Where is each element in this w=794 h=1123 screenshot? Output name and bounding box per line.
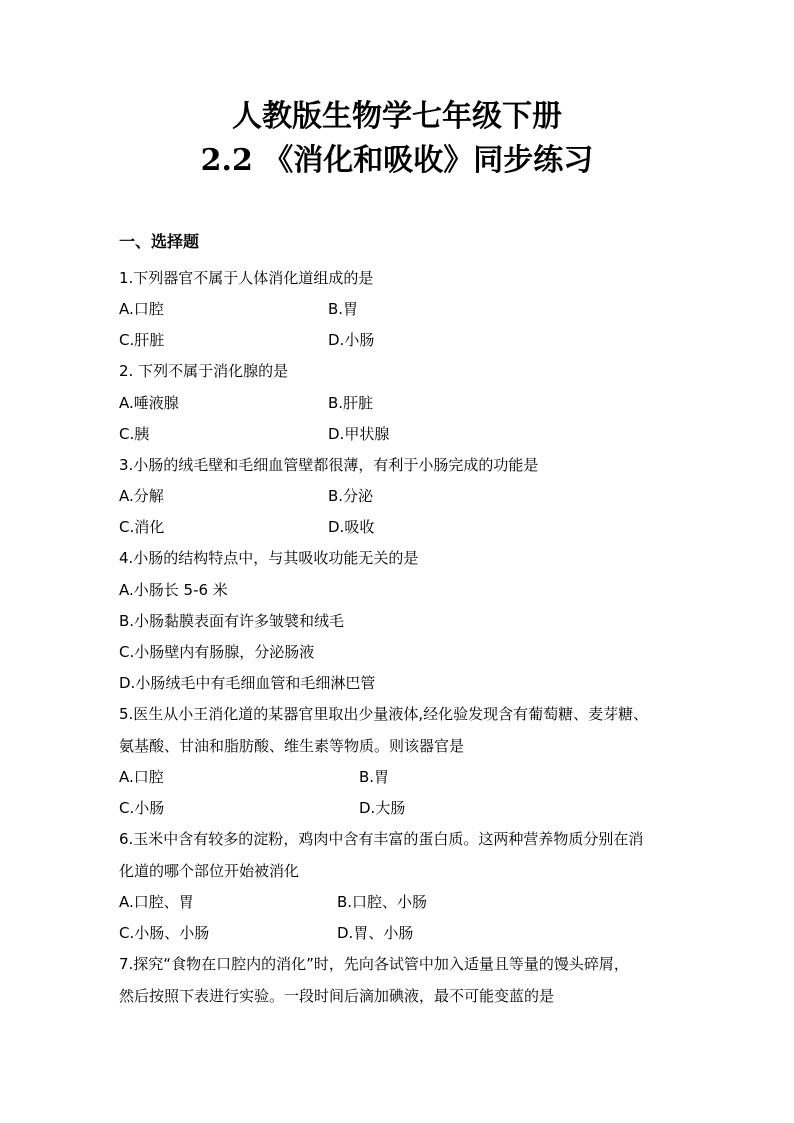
question-7-stem-line1: 7.探究“食物在口腔内的消化”时，先向各试管中加入适量且等量的馒头碎屑， (119, 955, 629, 973)
question-1-option-c: C.肝脏 (119, 331, 165, 349)
document-title-line1: 人教版生物学七年级下册 (232, 99, 562, 134)
question-3-option-d: D.吸收 (328, 518, 375, 536)
question-7-stem-line2: 然后按照下表进行实验。一段时间后滴加碘液，最不可能变蓝的是 (119, 987, 555, 1005)
question-6-option-d: D.胃、小肠 (337, 924, 414, 942)
question-5-option-c: C.小肠 (119, 799, 165, 817)
question-2-stem: 2. 下列不属于消化腺的是 (119, 362, 289, 380)
question-1-option-d: D.小肠 (328, 331, 375, 349)
question-6-stem-line2: 化道的哪个部位开始被消化 (119, 862, 300, 880)
question-5-option-a: A.口腔 (119, 768, 164, 786)
document-title-line2: 2.2 《消化和吸收》同步练习 (200, 143, 594, 178)
question-4-option-c: C.小肠壁内有肠腺，分泌肠液 (119, 643, 315, 661)
question-4-stem: 4.小肠的结构特点中，与其吸收功能无关的是 (119, 549, 419, 567)
question-2-option-a: A.唾液腺 (119, 394, 179, 412)
question-5-stem-line1: 5.医生从小王消化道的某器官里取出少量液体,经化验发现含有葡萄糖、麦芽糖、 (119, 705, 649, 723)
section-heading: 一、选择题 (119, 232, 200, 251)
question-4-option-b: B.小肠黏膜表面有许多皱襞和绒毛 (119, 612, 345, 630)
question-1-option-b: B.胃 (328, 300, 359, 318)
question-5-stem-line2: 氨基酸、甘油和脂肪酸、维生素等物质。则该器官是 (119, 737, 465, 755)
question-1-option-a: A.口腔 (119, 300, 164, 318)
question-3-option-a: A.分解 (119, 487, 164, 505)
question-4-option-d: D.小肠绒毛中有毛细血管和毛细淋巴管 (119, 674, 376, 692)
question-3-option-c: C.消化 (119, 518, 165, 536)
question-2-option-c: C.胰 (119, 425, 150, 443)
question-6-stem-line1: 6.玉米中含有较多的淀粉，鸡肉中含有丰富的蛋白质。这两种营养物质分别在消 (119, 830, 644, 848)
question-2-option-b: B.肝脏 (328, 394, 374, 412)
question-2-option-d: D.甲状腺 (328, 425, 390, 443)
question-5-option-d: D.大肠 (359, 799, 406, 817)
question-6-option-c: C.小肠、小肠 (119, 924, 210, 942)
question-3-stem: 3.小肠的绒毛壁和毛细血管壁都很薄，有利于小肠完成的功能是 (119, 456, 539, 474)
question-5-option-b: B.胃 (359, 768, 390, 786)
question-3-option-b: B.分泌 (328, 487, 374, 505)
question-1-stem: 1.下列器官不属于人体消化道组成的是 (119, 269, 374, 287)
question-4-option-a: A.小肠长 5-6 米 (119, 581, 228, 599)
question-6-option-b: B.口腔、小肠 (337, 893, 428, 911)
question-6-option-a: A.口腔、胃 (119, 893, 194, 911)
